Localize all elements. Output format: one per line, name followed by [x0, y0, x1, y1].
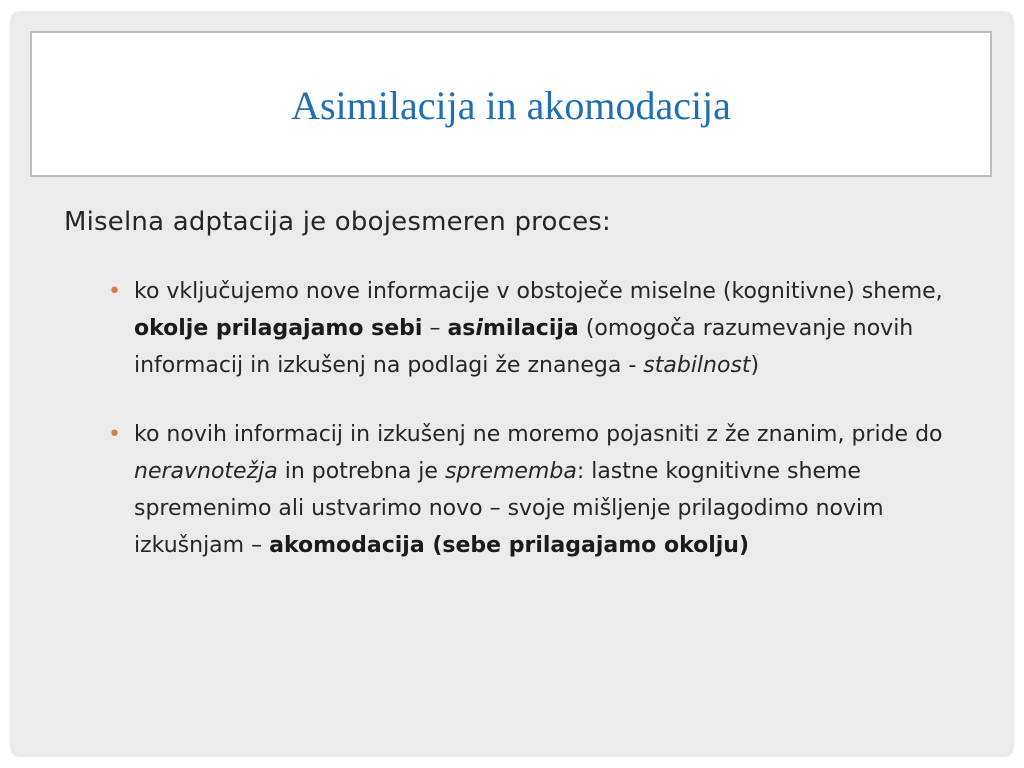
bullet-text: ) — [750, 353, 760, 378]
term-part: milacija — [482, 316, 579, 341]
bullet-text: ko novih informacij in izkušenj ne moremo pojasniti z že znanim, pride do — [134, 422, 943, 447]
bullet-dot-icon: • — [108, 279, 121, 304]
bullet-term-assimilation — [447, 316, 578, 341]
bullet-dot-icon: • — [108, 422, 121, 447]
bullet-italic: stabilnost — [643, 353, 751, 378]
title-box — [40, 41, 982, 167]
slide-title: Asimilacija in akomodacija — [291, 82, 731, 128]
bullet-text: – — [422, 316, 448, 341]
bullet-item-assimilation — [64, 273, 984, 384]
bullet-text: (omogoča razumevanje novih informacij in izkušenj na podlagi že znanega - — [134, 316, 914, 378]
bullet-term-accommodation: akomodacija (sebe prilagajamo okolju) — [269, 533, 750, 558]
term-part: as — [447, 316, 476, 341]
bullet-list — [64, 273, 984, 564]
slide-content — [64, 207, 984, 596]
bullet-text: in potrebna je — [277, 459, 445, 484]
title-frame — [30, 31, 992, 177]
bullet-item-accommodation — [64, 416, 984, 564]
slide — [10, 11, 1014, 757]
bullet-text: : lastne kognitivne sheme spremenimo ali ustvarimo novo – svoje mišljenje prilagodimo novim izkušnjam – — [134, 459, 884, 558]
bullet-italic: sprememba — [444, 459, 577, 484]
bullet-italic: neravnotežja — [134, 459, 278, 484]
bullet-emphasis: okolje prilagajamo sebi — [134, 316, 423, 341]
bullet-text: ko vključujemo nove informacije v obstoječe miselne (kognitivne) sheme, — [134, 279, 943, 304]
term-part-italic: i — [475, 316, 483, 341]
lead-text: Miselna adptacija je obojesmeren proces: — [64, 207, 611, 237]
